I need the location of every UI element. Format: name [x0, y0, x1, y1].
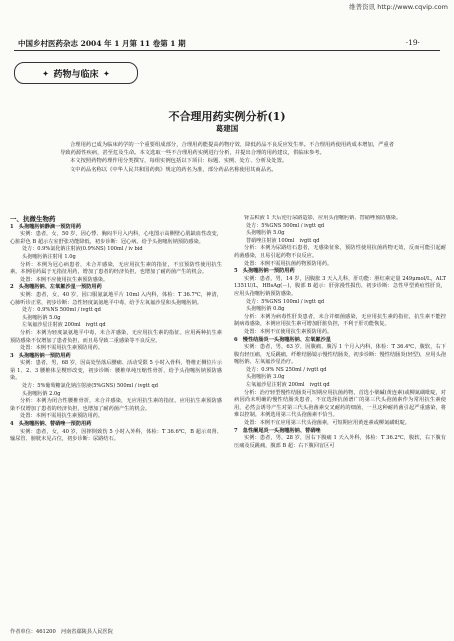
paragraph: 实例：患者，女，40 岁，因摔倒致伤 5 小时入外科，体检：T 36.6℃，B 超示双肾、输尿管、膀胱未见占位，初步诊断：尿路结石。	[10, 428, 222, 443]
paragraph: 处置：本例不需用抗生素预防用药。	[20, 413, 104, 420]
paragraph: 实例：患者，女，50 岁，因心悸、胸闷半月入内科，心电图示高侧壁心肌缺血性改变，心脏彩色 B 超示左室舒张功能降低，初步诊断：冠心病。给予头孢噻肟钠预防感染。	[10, 231, 222, 245]
section-heading: 4 头孢噻肟钠、替硝唑一预防用药	[10, 421, 92, 428]
article-title: 不合理用药实例分析(1)	[168, 110, 286, 123]
prescription-line: 处方：5%GNS 500ml / ivgtt qd	[246, 222, 325, 229]
star-icon: ✦	[42, 68, 49, 78]
abstract-paragraph: 合理用药已成为临床药学的一个重要组成部分，合理用药能提高药物疗效，降低药品不良反应发生率。不合理用药使用药成本增加，严重者导致药源性疾病，甚至危及生命。本文选取一些不合理用药实例进行分析，并提出合理的用药建议，供临床参考。	[60, 142, 394, 157]
section-heading: 3 头孢噻肟钠一预防用药	[10, 352, 71, 359]
author-affiliation: 作者单位：461200 河南省鄢陵县人民医院	[10, 629, 113, 635]
abstract	[60, 141, 394, 174]
abstract-paragraph: 本文按照药物药理作用分类撰写，每组实例包括以下项目：标题、实例、处方、分析及处置。	[70, 158, 288, 165]
paragraph: 实例：患者，女，40 岁，因口服氨氯地平片 10ml 入内科，体检：T 36.7℃，神清，心肺听诊正常，初步诊断：急性轻度氯氨地平中毒，给予左氧氟沙星和头孢噻肟钠。	[10, 291, 222, 306]
paragraph: 实例：患者，男，63 岁，因腹痛、腹泻 1 个月入内科，体检：T 36.4℃，腹软，右下腹有轻压痛，无反跳痛，纤维结肠镜示慢性结肠炎，初步诊断：慢性结肠炎(轻型)，应用头孢噻肟钠、左氧氟沙星治疗。	[234, 344, 446, 366]
prescription-line: 头孢噻肟钠注射用 1.0g	[22, 253, 76, 260]
prescription-line: 头孢噻肟钠 5.0g	[246, 230, 285, 237]
section-heading: 5 头孢噻肟钠一预防用药	[234, 268, 295, 275]
paragraph: 处置：本例不宜应用第三代头孢菌素，可短期应用黄连素或柳氮磺吡啶。	[244, 420, 411, 427]
prescription-line: 头孢噻肟钠 3.0g	[246, 374, 285, 381]
right-column	[234, 215, 446, 625]
paragraph: 处置：本例不宜使用抗生素预防用药。	[244, 328, 333, 335]
prescription-line: 左氧氟沙星注射液 200ml ivgtt qd	[22, 322, 106, 329]
author: 葛建国	[215, 124, 239, 133]
page-number: ·19·	[405, 38, 420, 47]
paragraph: 实例：患者，男，14 岁，因腹胀 3 天入儿科，肝功能：胆红素定量 249μmol/L，ALT 1351U/L，HBsAg(－)，腹部 B 超示：肝弥漫性损伤，初步诊断：急性甲型黄疸性肝炎，应用头孢噻肟钠预防感染。	[234, 275, 446, 297]
prescription-line: 头孢噻肟钠 5.0g	[22, 314, 61, 321]
paragraph: 分析：本例为轻度氯氨地平中毒，未合并感染，无应用抗生素的指征。应用两种抗生素预防感染不仅增加了患者负担，而且易导致二重感染等不良反应。	[10, 329, 222, 344]
paragraph: 分析：治疗轻型慢性结肠炎可短期应用抗菌药物，首选小檗碱(黄连素)或柳氮磺吡啶，对病因尚未明确的慢性结肠炎患者，不宜选择抗菌谱广的第三代头孢菌素作为常用抗生素使用，必然会诱导产生对第三代头孢菌素交叉耐药的细菌，一旦这种耐药菌引起严重感染，将难以控制。本例选用第三代头孢菌素不恰当。	[234, 389, 446, 419]
paragraph: 处置：本例不需用抗菌药物预防用药。	[244, 260, 333, 267]
paragraph: 分析：本例为尿路结石患者，无感染征象，预防性使用抗菌药物无效，反而可能引起耐药菌感染，且易引起药物不良反应。	[234, 245, 446, 259]
paragraph: 处置：本例不需用抗生素预防用药。	[20, 345, 104, 352]
section-heading: 7 急性阑尾炎一头孢噻肟钠、替硝唑	[234, 427, 321, 434]
running-header	[14, 38, 440, 51]
section-heading: 1 头孢噻肟钠静滴一预防用药	[10, 223, 82, 230]
prescription-line: 左氧氟沙星注射液 200ml ivgtt qd	[246, 382, 330, 389]
paragraph: 分析：本例为冠心病患者，未合并感染，无应用抗生素的指征，不宜预防性使用抗生素。本例用药属于无指征用药，增加了患者的经济负担，也增加了耐药菌产生的机会。	[10, 261, 222, 276]
prescription-line: 处方：5%葡萄糖氯化钠注射液(5%GNS) 500ml / ivgtt qd	[22, 383, 159, 390]
prescription-line: 处方：0.9% NS 250ml / ivgtt qd	[246, 366, 327, 373]
watermark: 维普资讯 http://www.cqvip.com	[349, 3, 448, 11]
star-icon: ✦	[103, 68, 110, 78]
section-heading: 6 慢性结肠炎一头孢噻肟钠、左氧氟沙星	[234, 336, 331, 343]
section-heading: 2 头孢噻肟钠、左氧氟沙星一预防用药	[10, 284, 102, 291]
paragraph: 分析：本例为闭合性腰椎骨折，未合并感染，无应用抗生素的指征。应用抗生素预防感染不仅增加了患者的经济负担，也增加了耐药菌产生的机会。	[10, 398, 222, 412]
prescription-line: 替硝唑注射液 100ml ivgtt qd	[246, 237, 320, 244]
paragraph: 实例：患者，男，68 岁，因高处坠落后腰痛、活动受限 5 小时入骨科，脊椎正侧位片示第 1、2、3 腰椎体呈楔形改变，初步诊断：腰椎单纯压缩性骨折，给予头孢噻肟钠预防感染。	[10, 360, 222, 382]
column-label	[14, 62, 138, 84]
column-name: 药物与临床	[53, 69, 99, 80]
left-column	[10, 215, 222, 625]
prescription-line: 处方：5%GNS 100ml / ivgtt qd	[246, 298, 325, 305]
prescription-line: 头孢噻肟钠 0.8g	[246, 306, 285, 313]
paragraph: 处置：本例不应使用抗生素预防感染。	[20, 276, 109, 283]
body-columns	[10, 215, 446, 625]
paragraph: 分析：本例为病毒性肝炎患者，未合并细菌感染，无应用抗生素的指征，抗生素不能控制病毒感染，本例应用抗生素可增加肝脏负担，不利于肝功能恢复。	[234, 313, 446, 328]
prescription-line: 处方：0.9%氯化钠注射液(0.9%NS) 100ml / iv bid	[22, 246, 143, 253]
section-heading: 一、抗微生物药	[10, 215, 56, 223]
prescription-line: 处方：0.9%NS 500ml / ivgtt qd	[22, 307, 101, 314]
abstract-paragraph: 文中药品名称以《中华人民共和国药典》规定的药名为准，部分药品名称使用其商品名。	[70, 166, 277, 173]
paragraph: 实例：患者，男，28 岁，因右下腹痛 1 天入外科，体检：T 36.2℃，腹软，右下腹有压痛及反跳痛，腹部 B 超：右下腹回盲区可	[234, 435, 446, 449]
paragraph: 肾盂积液 1 天后逆行尿路造影，应用头孢噻肟钠、替硝唑预防感染。	[244, 215, 402, 221]
journal-info: 中国乡村医药杂志 2004 年 1 月第 11 卷第 1 期	[18, 39, 186, 48]
prescription-line: 头孢噻肟钠 2.0g	[22, 390, 61, 397]
